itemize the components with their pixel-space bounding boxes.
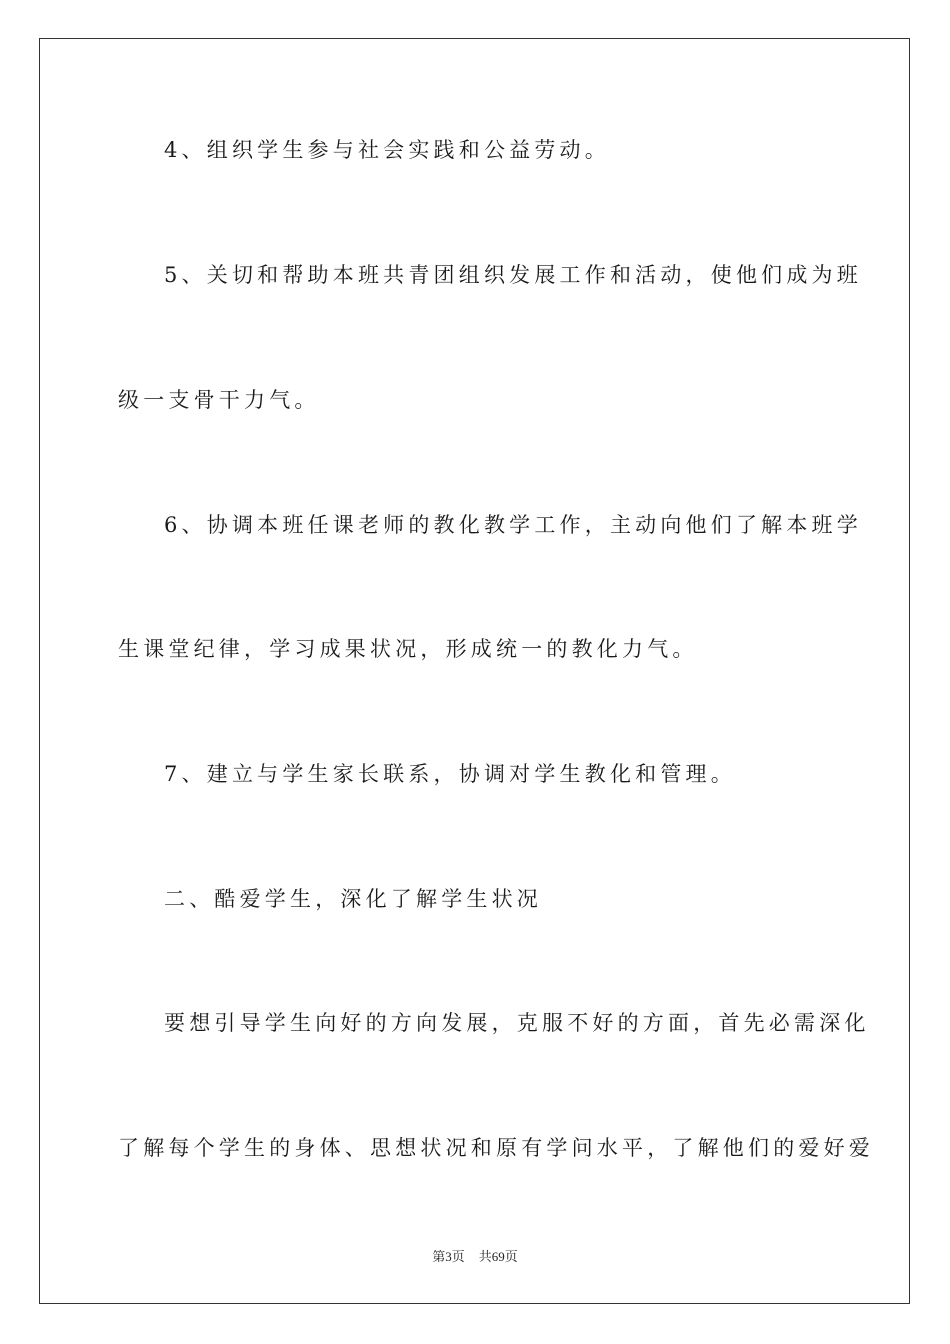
paragraph-item-5-line2: 级一支骨干力气。 — [118, 388, 320, 412]
paragraph-item-6-line2: 生课堂纪律，学习成果状况，形成统一的教化力气。 — [118, 637, 698, 661]
paragraph-item-6-line1: 6、协调本班任课老师的教化教学工作，主动向他们了解本班学 — [164, 513, 862, 537]
page-total: 共69页 — [478, 1249, 518, 1264]
body-paragraph-line1: 要想引导学生向好的方向发展，克服不好的方面，首先必需深化 — [164, 1011, 870, 1035]
section-heading-2: 二、酷爱学生，深化了解学生状况 — [164, 887, 542, 911]
page-border — [39, 38, 910, 1304]
paragraph-item-7: 7、建立与学生家长联系，协调对学生教化和管理。 — [164, 762, 736, 786]
page-number: 第3页 — [432, 1249, 465, 1264]
page-footer — [0, 1248, 950, 1266]
paragraph-item-5-line1: 5、关切和帮助本班共青团组织发展工作和活动，使他们成为班 — [164, 263, 862, 287]
paragraph-item-4: 4、组织学生参与社会实践和公益劳动。 — [164, 138, 610, 162]
body-paragraph-line2: 了解每个学生的身体、思想状况和原有学问水平，了解他们的爱好爱 — [118, 1136, 874, 1160]
